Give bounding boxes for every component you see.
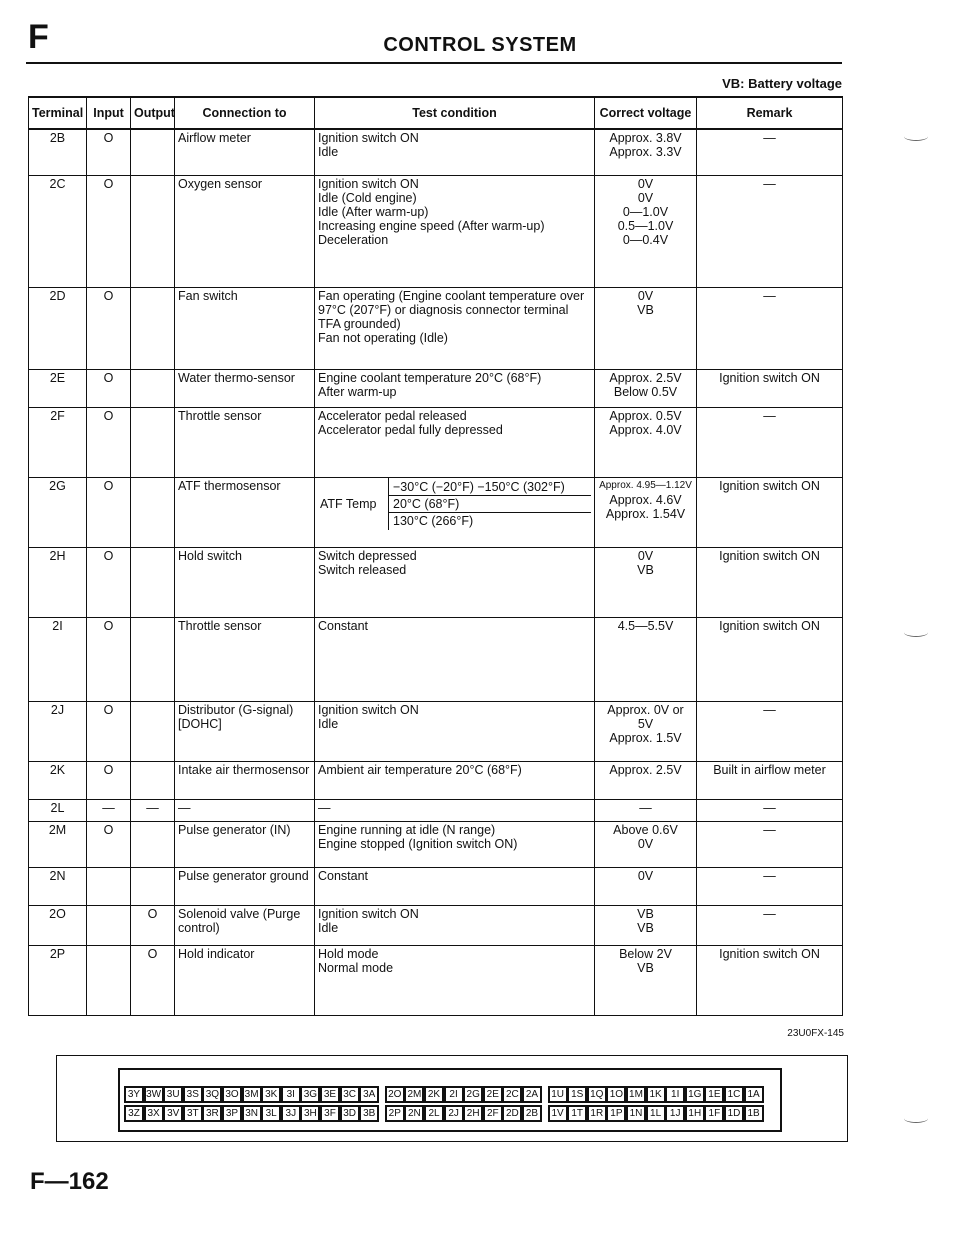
remark-cell: Ignition switch ON bbox=[697, 617, 843, 701]
connector-diagram bbox=[118, 1068, 782, 1132]
voltage-line: VB bbox=[637, 960, 654, 975]
margin-mark bbox=[904, 1114, 928, 1123]
condition-line: Accelerator pedal released bbox=[318, 408, 467, 423]
voltage-line: VB bbox=[637, 920, 654, 935]
input-cell: O bbox=[87, 287, 131, 369]
table-row bbox=[29, 617, 843, 701]
condition-line: Constant bbox=[318, 868, 369, 883]
correct-voltage-cell bbox=[595, 287, 697, 369]
test-condition-cell bbox=[315, 945, 595, 1015]
connection-cell: Distributor (G-signal) [DOHC] bbox=[175, 701, 315, 761]
connector-pin: 1M bbox=[626, 1086, 646, 1103]
output-cell: O bbox=[131, 945, 175, 1015]
input-cell bbox=[87, 867, 131, 905]
connector-pin: 1G bbox=[685, 1086, 705, 1103]
condition-line: Accelerator pedal fully depressed bbox=[318, 422, 503, 437]
voltage-line: Below 0.5V bbox=[613, 384, 678, 399]
connector-pin: 1D bbox=[724, 1105, 744, 1122]
condition-line: Hold mode bbox=[318, 946, 379, 961]
connector-pin: 1L bbox=[646, 1105, 666, 1122]
connector-pin: 2L bbox=[424, 1105, 444, 1122]
remark-cell: — bbox=[697, 867, 843, 905]
voltage-line: Approx. 0.5V bbox=[609, 408, 682, 423]
table-row bbox=[29, 175, 843, 287]
figure-id: 23U0FX-145 bbox=[787, 1028, 844, 1039]
voltage-line: Approx. 2.5V bbox=[609, 762, 682, 777]
condition-line: After warm-up bbox=[318, 384, 397, 399]
voltage-line: Below 2V bbox=[619, 946, 672, 961]
voltage-line: 0—1.0V bbox=[622, 204, 669, 219]
terminal-cell: 2O bbox=[29, 905, 87, 945]
connector-pin: 2K bbox=[424, 1086, 444, 1103]
connector-pin: 3J bbox=[281, 1105, 301, 1122]
battery-voltage-note: VB: Battery voltage bbox=[722, 76, 842, 91]
terminal-cell: 2G bbox=[29, 477, 87, 547]
connector-pin: 2M bbox=[404, 1086, 424, 1103]
terminal-cell: 2K bbox=[29, 761, 87, 799]
correct-voltage-cell bbox=[595, 617, 697, 701]
connector-pin: 1I bbox=[665, 1086, 685, 1103]
connector-pin: 3P bbox=[222, 1105, 242, 1122]
terminal-cell: 2H bbox=[29, 547, 87, 617]
output-cell bbox=[131, 477, 175, 547]
condition-line: 20°C (68°F) bbox=[389, 496, 591, 513]
table-header-row bbox=[29, 97, 843, 129]
remark-cell: Ignition switch ON bbox=[697, 369, 843, 407]
condition-line: −30°C (−20°F) −150°C (302°F) bbox=[389, 479, 591, 496]
voltage-line: — bbox=[639, 800, 652, 815]
test-condition-cell bbox=[315, 547, 595, 617]
condition-line: Normal mode bbox=[318, 960, 394, 975]
connector-pin: 3O bbox=[222, 1086, 242, 1103]
table-row bbox=[29, 369, 843, 407]
connector-pin: 1J bbox=[665, 1105, 685, 1122]
output-cell: O bbox=[131, 905, 175, 945]
test-condition-cell bbox=[315, 477, 595, 547]
terminal-cell: 2E bbox=[29, 369, 87, 407]
connection-cell: Water thermo-sensor bbox=[175, 369, 315, 407]
connector-pin: 2A bbox=[522, 1086, 542, 1103]
terminal-cell: 2J bbox=[29, 701, 87, 761]
connection-cell: Intake air thermosensor bbox=[175, 761, 315, 799]
col-correct-voltage: Correct voltage bbox=[595, 97, 697, 129]
output-cell bbox=[131, 867, 175, 905]
margin-mark bbox=[904, 628, 928, 637]
output-cell bbox=[131, 407, 175, 477]
connector-pin: 1R bbox=[587, 1105, 607, 1122]
connector-pin: 1Q bbox=[587, 1086, 607, 1103]
table-row bbox=[29, 547, 843, 617]
remark-cell: — bbox=[697, 701, 843, 761]
connector-pin: 1U bbox=[548, 1086, 568, 1103]
remark-cell: Ignition switch ON bbox=[697, 945, 843, 1015]
page-number: F—162 bbox=[30, 1168, 109, 1195]
voltage-line: 0V bbox=[637, 190, 654, 205]
connector-pin: 3I bbox=[281, 1086, 301, 1103]
connector-pin: 3N bbox=[242, 1105, 262, 1122]
condition-line: Engine coolant temperature 20°C (68°F) bbox=[318, 370, 542, 385]
test-condition-cell bbox=[315, 799, 595, 821]
test-condition-cell bbox=[315, 617, 595, 701]
connection-cell: Throttle sensor bbox=[175, 617, 315, 701]
output-cell bbox=[131, 701, 175, 761]
col-output: Output bbox=[131, 97, 175, 129]
connector-pin: 3S bbox=[183, 1086, 203, 1103]
connection-cell: Oxygen sensor bbox=[175, 175, 315, 287]
connector-pin: 3Y bbox=[124, 1086, 144, 1103]
input-cell bbox=[87, 905, 131, 945]
connector-pin: 2J bbox=[444, 1105, 464, 1122]
correct-voltage-cell bbox=[595, 175, 697, 287]
test-condition-cell bbox=[315, 701, 595, 761]
output-cell bbox=[131, 617, 175, 701]
terminal-cell: 2P bbox=[29, 945, 87, 1015]
remark-cell: Ignition switch ON bbox=[697, 477, 843, 547]
connector-pin: 3T bbox=[183, 1105, 203, 1122]
voltage-line: Approx. 1.5V bbox=[609, 730, 682, 745]
voltage-line: 0V bbox=[637, 176, 654, 191]
connector-pin: 3W bbox=[144, 1086, 164, 1103]
title-rule bbox=[26, 62, 842, 64]
correct-voltage-cell bbox=[595, 945, 697, 1015]
correct-voltage-cell bbox=[595, 129, 697, 175]
connector-pin: 1S bbox=[567, 1086, 587, 1103]
voltage-line: Approx. 3.8V bbox=[609, 131, 682, 145]
connector-pin: 3K bbox=[261, 1086, 281, 1103]
test-condition-cell bbox=[315, 129, 595, 175]
connector-pin: 2P bbox=[385, 1105, 405, 1122]
connector-pin: 3C bbox=[340, 1086, 360, 1103]
terminal-cell: 2C bbox=[29, 175, 87, 287]
terminal-cell: 2M bbox=[29, 821, 87, 867]
connector-pin: 3M bbox=[242, 1086, 262, 1103]
table-row bbox=[29, 287, 843, 369]
terminal-cell: 2L bbox=[29, 799, 87, 821]
remark-cell: — bbox=[697, 129, 843, 175]
connection-cell: Hold switch bbox=[175, 547, 315, 617]
connector-pin: 1F bbox=[704, 1105, 724, 1122]
test-condition-cell bbox=[315, 369, 595, 407]
connector-pin: 1B bbox=[744, 1105, 764, 1122]
terminal-cell: 2N bbox=[29, 867, 87, 905]
col-terminal: Terminal bbox=[29, 97, 87, 129]
remark-cell: — bbox=[697, 287, 843, 369]
output-cell bbox=[131, 129, 175, 175]
correct-voltage-cell bbox=[595, 799, 697, 821]
connector-pin: 2H bbox=[463, 1105, 483, 1122]
input-cell: O bbox=[87, 129, 131, 175]
voltage-line: Approx. 4.95—1.12V bbox=[599, 479, 692, 491]
voltage-line: 0V bbox=[637, 868, 654, 883]
connection-cell: Throttle sensor bbox=[175, 407, 315, 477]
terminal-cell: 2D bbox=[29, 287, 87, 369]
margin-mark bbox=[904, 132, 928, 141]
correct-voltage-cell bbox=[595, 701, 697, 761]
output-cell bbox=[131, 175, 175, 287]
table-row bbox=[29, 129, 843, 175]
connector-pin: 2I bbox=[444, 1086, 464, 1103]
voltage-line: VB bbox=[637, 302, 654, 317]
connector-pin: 2N bbox=[404, 1105, 424, 1122]
input-cell: — bbox=[87, 799, 131, 821]
remark-cell: — bbox=[697, 905, 843, 945]
remark-cell: Built in airflow meter bbox=[697, 761, 843, 799]
voltage-line: VB bbox=[637, 906, 654, 921]
test-condition-cell bbox=[315, 175, 595, 287]
condition-line: Idle (After warm-up) bbox=[318, 204, 429, 219]
voltage-line: Approx. 0V or 5V bbox=[607, 702, 684, 731]
connector-pin: 2B bbox=[522, 1105, 542, 1122]
correct-voltage-cell bbox=[595, 761, 697, 799]
voltage-line: Approx. 2.5V bbox=[609, 370, 682, 385]
condition-line: Engine stopped (Ignition switch ON) bbox=[318, 836, 518, 851]
connector-pin: 2E bbox=[483, 1086, 503, 1103]
connector-pin: 3Q bbox=[202, 1086, 222, 1103]
correct-voltage-cell bbox=[595, 905, 697, 945]
condition-line: Idle bbox=[318, 920, 339, 935]
terminal-voltage-table-wrap bbox=[28, 96, 842, 1016]
condition-line: Deceleration bbox=[318, 232, 389, 247]
input-cell: O bbox=[87, 477, 131, 547]
correct-voltage-cell bbox=[595, 821, 697, 867]
connector-pin: 1H bbox=[685, 1105, 705, 1122]
table-row bbox=[29, 945, 843, 1015]
input-cell: O bbox=[87, 761, 131, 799]
input-cell: O bbox=[87, 547, 131, 617]
voltage-line: 4.5—5.5V bbox=[617, 618, 674, 633]
voltage-line: 0V bbox=[637, 288, 654, 303]
input-cell: O bbox=[87, 175, 131, 287]
terminal-cell: 2B bbox=[29, 129, 87, 175]
test-condition-cell bbox=[315, 821, 595, 867]
condition-line: Ignition switch ON bbox=[318, 176, 419, 191]
voltage-line: Approx. 4.0V bbox=[609, 422, 682, 437]
table-body bbox=[29, 129, 843, 1015]
condition-line: — bbox=[318, 800, 331, 815]
input-cell: O bbox=[87, 369, 131, 407]
output-cell: — bbox=[131, 799, 175, 821]
terminal-voltage-table bbox=[28, 96, 843, 1016]
page-title: CONTROL SYSTEM bbox=[383, 34, 577, 56]
connector-pin: 3Z bbox=[124, 1105, 144, 1122]
output-cell bbox=[131, 761, 175, 799]
correct-voltage-cell bbox=[595, 407, 697, 477]
condition-line: Switch depressed bbox=[318, 548, 417, 563]
connector-pin: 1V bbox=[548, 1105, 568, 1122]
connection-cell: — bbox=[175, 799, 315, 821]
condition-line: Engine running at idle (N range) bbox=[318, 822, 496, 837]
correct-voltage-cell bbox=[595, 547, 697, 617]
connector-pin: 1P bbox=[606, 1105, 626, 1122]
remark-cell: — bbox=[697, 799, 843, 821]
remark-cell: Ignition switch ON bbox=[697, 547, 843, 617]
condition-line: Fan operating (Engine coolant temperature over 97°C (207°F) or diagnosis connector terminal TFA grounded) bbox=[318, 288, 585, 331]
table-row bbox=[29, 407, 843, 477]
connection-cell: ATF thermosensor bbox=[175, 477, 315, 547]
connection-cell: Pulse generator (IN) bbox=[175, 821, 315, 867]
connector-pin: 3F bbox=[320, 1105, 340, 1122]
connection-cell: Airflow meter bbox=[175, 129, 315, 175]
connector-pin: 3R bbox=[202, 1105, 222, 1122]
output-cell bbox=[131, 547, 175, 617]
table-row bbox=[29, 905, 843, 945]
voltage-line: VB bbox=[637, 562, 654, 577]
condition-line: Fan not operating (Idle) bbox=[318, 330, 448, 345]
voltage-line: 0.5—1.0V bbox=[617, 218, 674, 233]
voltage-line: 0V bbox=[637, 836, 654, 851]
remark-cell: — bbox=[697, 175, 843, 287]
test-condition-cell bbox=[315, 761, 595, 799]
test-condition-cell bbox=[315, 905, 595, 945]
connector-pin: 3E bbox=[320, 1086, 340, 1103]
voltage-line: 0—0.4V bbox=[622, 232, 669, 247]
connector-pin: 1N bbox=[626, 1105, 646, 1122]
col-test-condition: Test condition bbox=[315, 97, 595, 129]
condition-line: Idle bbox=[318, 716, 339, 731]
connector-pin: 1E bbox=[704, 1086, 724, 1103]
atf-temp-label: ATF Temp bbox=[315, 478, 389, 530]
table-row bbox=[29, 799, 843, 821]
connector-pin: 1T bbox=[567, 1105, 587, 1122]
voltage-line: Approx. 3.3V bbox=[609, 145, 682, 159]
connector-pin: 1A bbox=[744, 1086, 764, 1103]
input-cell: O bbox=[87, 821, 131, 867]
table-row bbox=[29, 867, 843, 905]
connector-pin: 3B bbox=[359, 1105, 379, 1122]
test-condition-cell bbox=[315, 407, 595, 477]
input-cell: O bbox=[87, 701, 131, 761]
condition-line: Constant bbox=[318, 618, 369, 633]
remark-cell: — bbox=[697, 821, 843, 867]
voltage-line: 0V bbox=[637, 548, 654, 563]
connector-pin: 2O bbox=[385, 1086, 405, 1103]
condition-line: 130°C (266°F) bbox=[393, 513, 474, 528]
connector-pin: 1O bbox=[606, 1086, 626, 1103]
correct-voltage-cell bbox=[595, 369, 697, 407]
correct-voltage-cell bbox=[595, 477, 697, 547]
output-cell bbox=[131, 287, 175, 369]
condition-line: Ambient air temperature 20°C (68°F) bbox=[318, 762, 522, 777]
connector-pin: 3X bbox=[144, 1105, 164, 1122]
col-remark: Remark bbox=[697, 97, 843, 129]
connector-pin: 1K bbox=[646, 1086, 666, 1103]
connector-pin: 3U bbox=[163, 1086, 183, 1103]
connector-pin: 2F bbox=[483, 1105, 503, 1122]
connector-pin: 2G bbox=[463, 1086, 483, 1103]
terminal-cell: 2I bbox=[29, 617, 87, 701]
condition-line: Increasing engine speed (After warm-up) bbox=[318, 218, 545, 233]
test-condition-cell bbox=[315, 867, 595, 905]
col-input: Input bbox=[87, 97, 131, 129]
connector-pin: 2C bbox=[502, 1086, 522, 1103]
connector-pin: 3H bbox=[300, 1105, 320, 1122]
condition-line: Ignition switch ON bbox=[318, 702, 419, 717]
connector-pin: 3D bbox=[340, 1105, 360, 1122]
voltage-line: Approx. 1.54V bbox=[605, 506, 686, 521]
connection-cell: Pulse generator ground bbox=[175, 867, 315, 905]
condition-line: Idle bbox=[318, 145, 339, 159]
condition-line: Switch released bbox=[318, 562, 407, 577]
input-cell: O bbox=[87, 407, 131, 477]
connector-pin: 3L bbox=[261, 1105, 281, 1122]
input-cell bbox=[87, 945, 131, 1015]
test-condition-cell bbox=[315, 287, 595, 369]
condition-line: Ignition switch ON bbox=[318, 906, 419, 921]
connector-pin: 3G bbox=[300, 1086, 320, 1103]
connector-pin: 3A bbox=[359, 1086, 379, 1103]
voltage-line: Above 0.6V bbox=[613, 822, 678, 837]
table-row bbox=[29, 821, 843, 867]
connector-pin: 3V bbox=[163, 1105, 183, 1122]
connection-cell: Fan switch bbox=[175, 287, 315, 369]
connector-pin: 1C bbox=[724, 1086, 744, 1103]
condition-line: Idle (Cold engine) bbox=[318, 190, 417, 205]
table-row bbox=[29, 761, 843, 799]
table-row bbox=[29, 701, 843, 761]
section-letter: F bbox=[28, 18, 49, 56]
terminal-cell: 2F bbox=[29, 407, 87, 477]
output-cell bbox=[131, 369, 175, 407]
connection-cell: Solenoid valve (Purge control) bbox=[175, 905, 315, 945]
connector-pin: 2D bbox=[502, 1105, 522, 1122]
col-connection: Connection to bbox=[175, 97, 315, 129]
table-row bbox=[29, 477, 843, 547]
voltage-line: Approx. 4.6V bbox=[609, 492, 682, 507]
condition-line: Ignition switch ON bbox=[318, 131, 419, 145]
input-cell: O bbox=[87, 617, 131, 701]
connection-cell: Hold indicator bbox=[175, 945, 315, 1015]
remark-cell: — bbox=[697, 407, 843, 477]
output-cell bbox=[131, 821, 175, 867]
correct-voltage-cell bbox=[595, 867, 697, 905]
